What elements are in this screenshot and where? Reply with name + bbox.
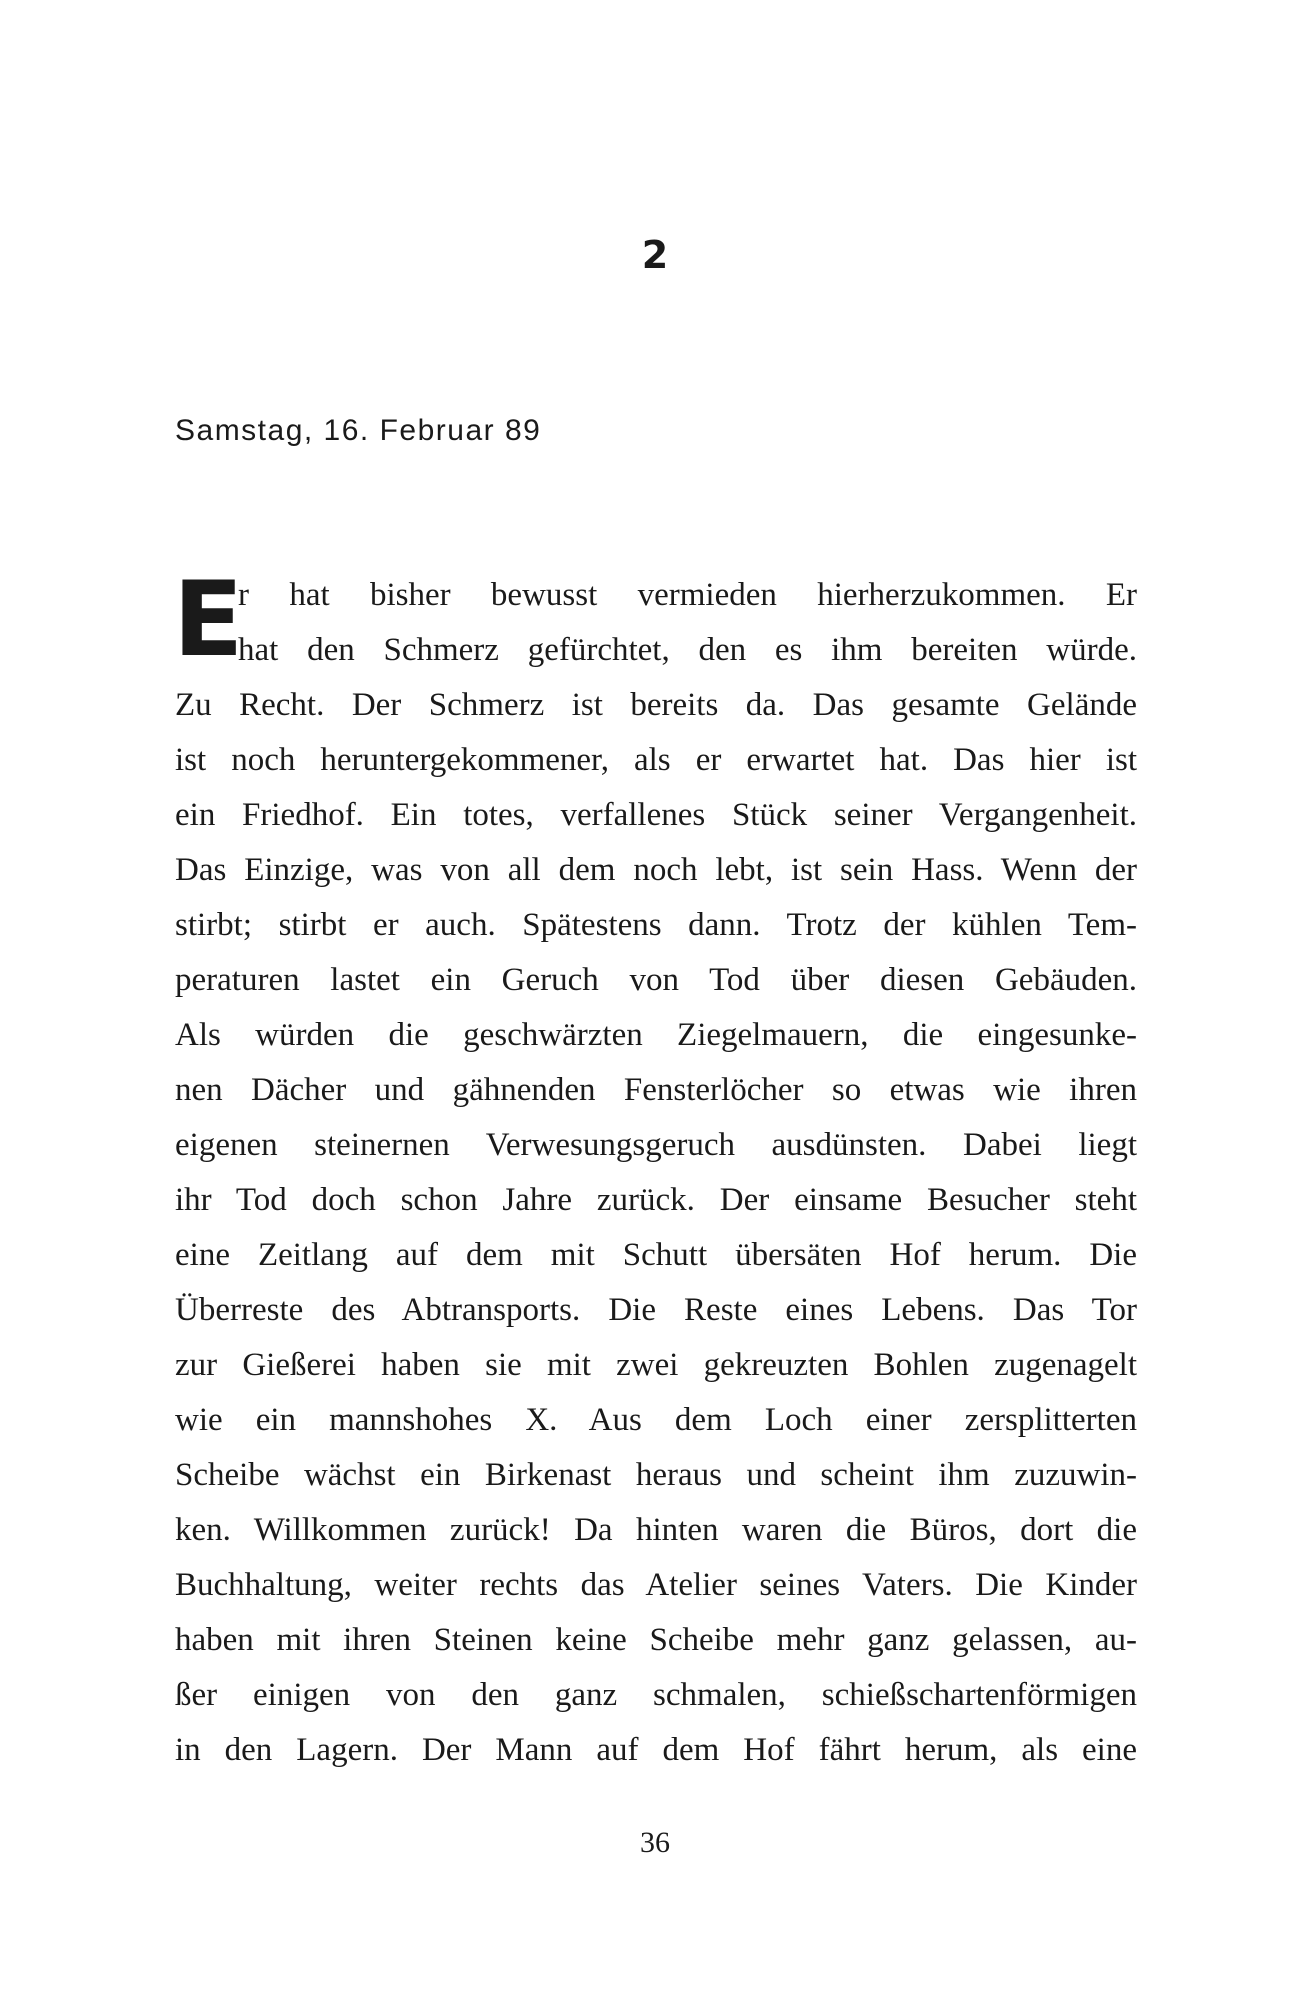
body-text	[173, 560, 1137, 1778]
text-line: zur Gießerei haben sie mit zwei gekreuzten Bohlen zugenagelt	[175, 1347, 1137, 1383]
text-line: Scheibe wächst ein Birkenast heraus und scheint ihm zuzuwin-	[175, 1457, 1137, 1493]
text-line: ken. Willkommen zurück! Da hinten waren die Büros, dort die	[175, 1512, 1137, 1548]
text-line: Zu Recht. Der Schmerz ist bereits da. Das gesamte Gelände	[175, 687, 1137, 723]
text-line: peraturen lastet ein Geruch von Tod über diesen Gebäuden.	[175, 962, 1137, 998]
chapter-number: 2	[641, 233, 669, 277]
text-line: stirbt; stirbt er auch. Spätestens dann. Trotz der kühlen Tem-	[175, 907, 1137, 943]
text-line: nen Dächer und gähnenden Fensterlöcher so etwas wie ihren	[175, 1072, 1137, 1108]
text-line: Buchhaltung, weiter rechts das Atelier seines Vaters. Die Kinder	[175, 1567, 1137, 1603]
text-line: ihr Tod doch schon Jahre zurück. Der einsame Besucher steht	[175, 1182, 1137, 1218]
text-line: eine Zeitlang auf dem mit Schutt übersäten Hof herum. Die	[175, 1237, 1137, 1273]
text-line: ßer einigen von den ganz schmalen, schießschartenförmigen	[175, 1677, 1137, 1713]
chapter-date: Samstag, 16. Februar 89	[175, 414, 542, 447]
text-line: hat den Schmerz gefürchtet, den es ihm bereiten würde.	[238, 632, 1137, 668]
text-line: ein Friedhof. Ein totes, verfallenes Stück seiner Vergangenheit.	[175, 797, 1137, 833]
text-line: eigenen steinernen Verwesungsgeruch ausdünsten. Dabei liegt	[175, 1127, 1137, 1163]
text-line: r hat bisher bewusst vermieden hierherzukommen. Er	[238, 577, 1137, 613]
text-line: haben mit ihren Steinen keine Scheibe mehr ganz gelassen, au-	[175, 1622, 1137, 1658]
text-line: Als würden die geschwärzten Ziegelmauern, die eingesunke-	[175, 1017, 1137, 1053]
drop-cap: E	[173, 560, 244, 680]
text-line: in den Lagern. Der Mann auf dem Hof fährt herum, als eine	[175, 1732, 1137, 1768]
text-line: wie ein mannshohes X. Aus dem Loch einer zersplitterten	[175, 1402, 1137, 1438]
text-line: Überreste des Abtransports. Die Reste eines Lebens. Das Tor	[175, 1292, 1137, 1328]
text-line: ist noch heruntergekommener, als er erwartet hat. Das hier ist	[175, 742, 1137, 778]
page-number: 36	[640, 1826, 670, 1859]
text-line: Das Einzige, was von all dem noch lebt, ist sein Hass. Wenn der	[175, 852, 1137, 888]
